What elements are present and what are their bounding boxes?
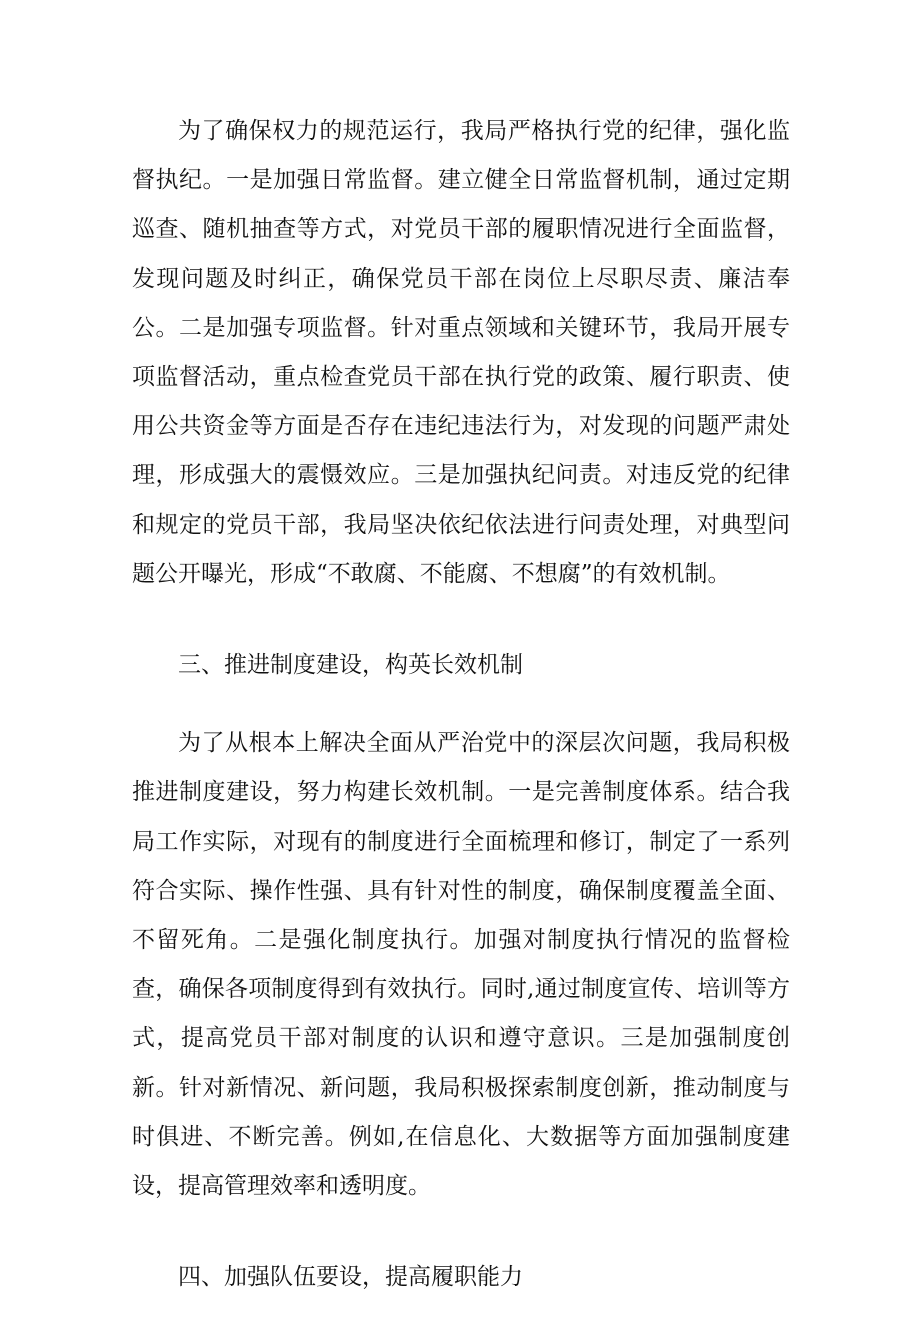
paragraph-supervision: 为了确保权力的规范运行，我局严格执行党的纪律，强化监督执纪。一是加强日常监督。建立健全日常监督机制，通过定期巡查、随机抽查等方式，对党员干部的履职情况进行全面监督，发现问题及时纠正，确保党员干部在岗位上尽职尽责、廉洁奉公。二是加强专项监督。针对重点领域和关键环节，我局开展专项监督活动，重点检查党员干部在执行党的政策、履行职责、使用公共资金等方面是否存在违纪违法行为，对发现的问题严肃处理，形成强大的震慑效应。三是加强执纪问责。对违反党的纪律和规定的党员干部，我局坚决依纪依法进行问责处理，对典型问题公开曝光，形成“不敢腐、不能腐、不想腐”的有效机制。 [132, 118, 790, 587]
section-heading-4: 四、加强队伍要设，提高履职能力 [178, 1264, 523, 1291]
paragraph-system-building: 为了从根本上解决全面从严治党中的深层次问题，我局积极推进制度建设，努力构建长效机制。一是完善制度体系。结合我局工作实际，对现有的制度进行全面梳理和修订，制定了一系列符合实际、操作性强、具有针对性的制度，确保制度覆盖全面、不留死角。二是强化制度执行。加强对制度执行情况的监督检查，确保各项制度得到有效执行。同时,通过制度宣传、培训等方式，提高党员干部对制度的认识和遵守意识。三是加强制度创新。针对新情况、新问题，我局积极探索制度创新，推动制度与时俱进、不断完善。例如,在信息化、大数据等方面加强制度建设，提高管理效率和透明度。 [132, 730, 790, 1200]
section-heading-3: 三、推进制度建设，构英长效机制 [178, 652, 523, 679]
document-body [132, 107, 790, 1331]
